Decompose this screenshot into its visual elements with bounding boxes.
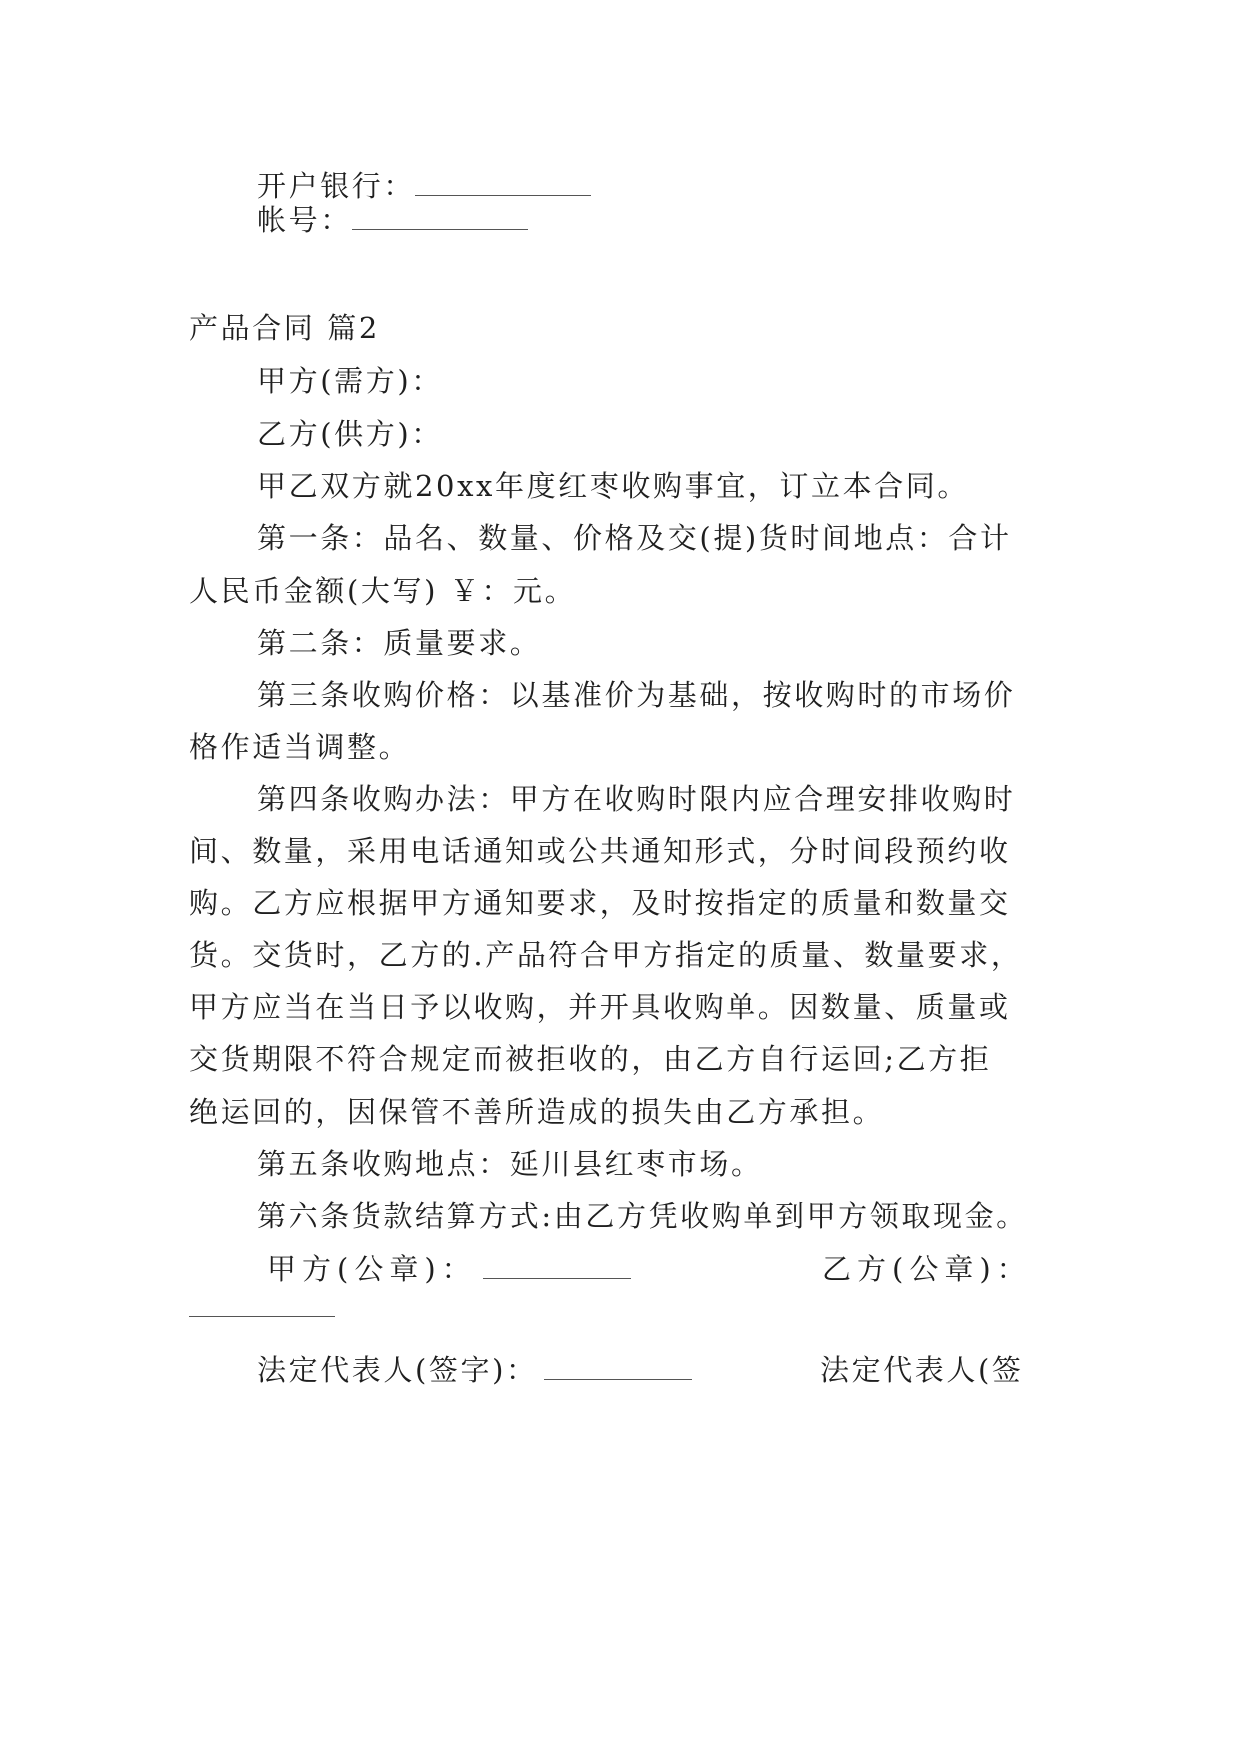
legal-rep-a-line: [257, 1350, 692, 1390]
article-4-line-1: 第四条收购办法：甲方在收购时限内应合理安排收购时: [257, 782, 1016, 816]
article-4-line-2: 间、数量，采用电话通知或公共通知形式，分时间段预约收: [189, 834, 1011, 868]
party-a-seal-label: 甲方(公章)：: [267, 1252, 477, 1286]
bank-label: 开户银行：: [257, 169, 416, 203]
article-4-line-7: 绝运回的，因保管不善所造成的损失由乙方承担。: [189, 1095, 885, 1129]
article-3-line-2: 格作适当调整。: [189, 730, 411, 764]
legal-rep-a-blank: [544, 1379, 692, 1380]
article-1-line-1: 第一条：品名、数量、价格及交(提)货时间地点：合计: [257, 521, 1012, 555]
party-a-seal-blank: [483, 1278, 631, 1279]
intro-paragraph: 甲乙双方就20xx年度红枣收购事宜，订立本合同。: [257, 469, 970, 503]
party-a-line: 甲方(需方)：: [257, 364, 443, 398]
party-b-seal-label: 乙方(公章)：: [822, 1252, 1032, 1286]
article-4-line-3: 购。乙方应根据甲方通知要求，及时按指定的质量和数量交: [189, 886, 1011, 920]
article-5: 第五条收购地点：延川县红枣市场。: [257, 1147, 763, 1181]
article-1-line-2: 人民币金额(大写) ￥：元。: [189, 574, 577, 608]
legal-rep-a-label: 法定代表人(签字)：: [257, 1353, 538, 1387]
article-4-line-5: 甲方应当在当日予以收购，并开具收购单。因数量、质量或: [189, 990, 1011, 1024]
account-blank: [352, 229, 528, 230]
party-a-seal-line: [267, 1249, 631, 1289]
party-b-line: 乙方(供方)：: [257, 417, 443, 451]
bank-blank: [415, 195, 591, 196]
article-4-line-4: 货。交货时，乙方的.产品符合甲方指定的质量、数量要求，: [189, 938, 1023, 972]
contract-heading: 产品合同 篇2: [189, 311, 380, 345]
article-3-line-1: 第三条收购价格：以基准价为基础，按收购时的市场价: [257, 678, 1016, 712]
account-label: 帐号：: [257, 203, 352, 237]
article-2: 第二条：质量要求。: [257, 626, 542, 660]
party-b-seal-blank: [189, 1316, 335, 1317]
account-line: [257, 200, 528, 240]
article-6: 第六条货款结算方式:由乙方凭收购单到甲方领取现金。: [257, 1199, 1028, 1233]
legal-rep-b-label: 法定代表人(签: [820, 1353, 1024, 1387]
article-4-line-6: 交货期限不符合规定而被拒收的，由乙方自行运回;乙方拒: [189, 1042, 992, 1076]
